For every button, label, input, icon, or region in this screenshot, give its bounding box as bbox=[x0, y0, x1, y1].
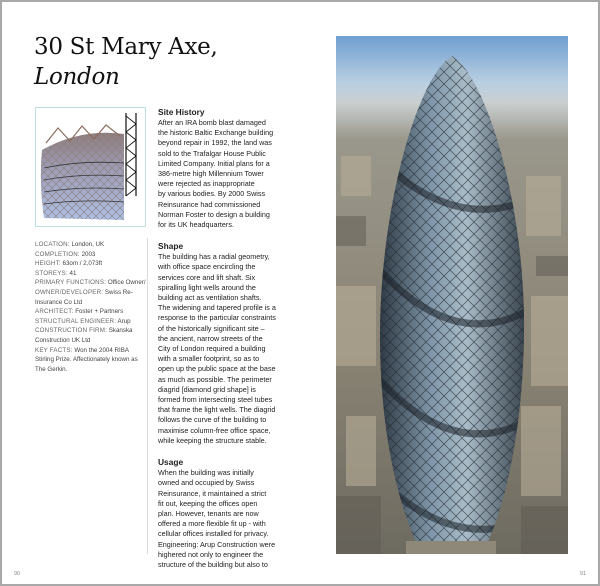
article-body bbox=[158, 107, 330, 581]
fact-key-facts: KEY FACTS: Won the 2004 RIBA Stirling Prize. Affectionately known as The Gerkin. bbox=[35, 346, 138, 373]
building-facts bbox=[35, 240, 147, 374]
title-line-2: London bbox=[34, 64, 120, 90]
fact-construction-firm: CONSTRUCTION FIRM: Skanska Construction UK Ltd bbox=[35, 327, 133, 344]
fact-structural-engineer: STRUCTURAL ENGINEER: Arup bbox=[35, 317, 131, 325]
building-photo bbox=[336, 36, 568, 554]
fact-architect: ARCHITECT: Foster + Partners bbox=[35, 308, 124, 316]
text-shape: The building has a radial geometry, with office space encircling the services core and lift shaft. Six spiralling light wells around the building act as ventilation shafts. The widening and tapered profile is a response to the particular constraints of the historically significant site – the ancient, narrow streets of the City of London required a building with a smaller footprint, so as to open up the public space at the base as much as possible. The perimeter diagrid [diamond grid shape] is formed from intersecting steel tubes that frame the light wells. The diagrid follows the curve of the building to maximise column-free office space, while keeping the structure stable. bbox=[158, 252, 276, 445]
fact-completion: COMPLETION: 2003 bbox=[35, 250, 96, 258]
fact-height: HEIGHT: 63om / 2,073ft bbox=[35, 260, 103, 268]
text-usage: When the building was initially owned and occupied by Swiss Reinsurance, it maintained a strict fit out, keeping the offices open plan. However, tenants are now offered a more flexible fit up - with cellular offices installed for privacy. Engineering: Arup Construction were highered not only to engineer the structure of the building but also to bbox=[158, 468, 276, 569]
fact-owner: OWNER/DEVELOPER: Swiss Re-Insurance Co Ltd bbox=[35, 288, 133, 306]
heading-usage: Usage bbox=[158, 457, 184, 468]
page-number-right: 91 bbox=[579, 571, 586, 577]
fact-storeys: STOREYS: 41 bbox=[35, 269, 77, 277]
fact-primary-functions: PRIMARY FUNCTIONS: Office Owner/ bbox=[35, 279, 146, 287]
column-divider bbox=[147, 238, 148, 554]
heading-site-history: Site History bbox=[158, 107, 205, 117]
book-spread bbox=[2, 2, 598, 584]
heading-shape: Shape bbox=[158, 241, 184, 252]
watercolour-sketch bbox=[35, 107, 146, 227]
page-title bbox=[34, 32, 217, 92]
text-site-history: After an IRA bomb blast damaged the historic Baltic Exchange building beyond repair in 1992, the land was sold to the Trafalgar House Public Limited Company. Initial plans for a 386-metre high Millennium Tower were rejected as inappropriate by various bodies. By 2000 Swiss Reinsurance had commissioned Norman Foster to design a building for its UK headquarters. bbox=[158, 118, 274, 230]
page-number-left: 90 bbox=[14, 571, 21, 577]
fact-location: LOCATION: London, UK bbox=[35, 241, 105, 248]
title-line-1: 30 St Mary Axe, bbox=[34, 34, 218, 60]
